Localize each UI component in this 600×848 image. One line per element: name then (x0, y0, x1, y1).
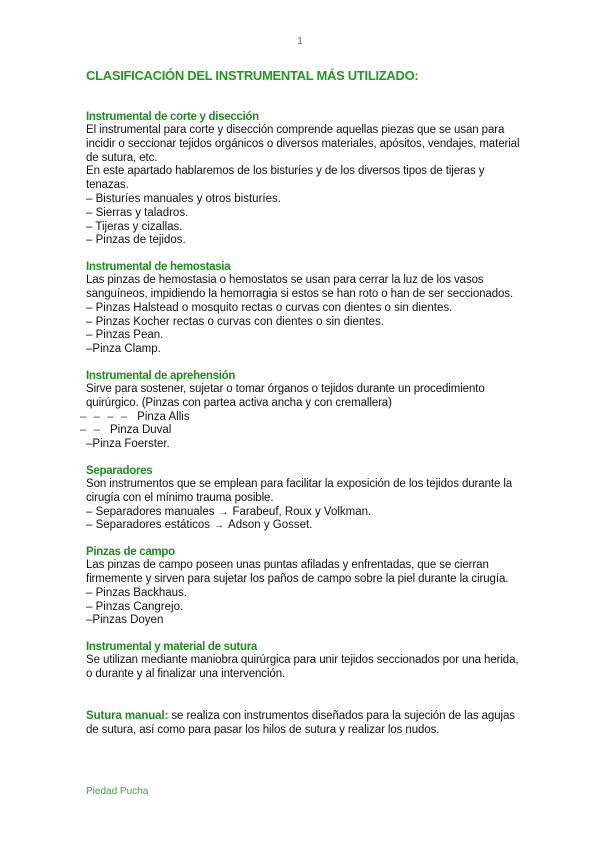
arrow-right-icon: → (214, 520, 225, 532)
list-item (80, 411, 526, 425)
section-paragraph: El instrumental para corte y disección comprende aquellas piezas que se usan para incidir o seccionar tejidos orgánicos o diversos materiales, apósitos, vendajes, material de sutura, etc. (86, 124, 520, 164)
section-heading: Instrumental de hemostasia (86, 261, 231, 274)
list-item: –Pinzas Doyen (86, 614, 164, 627)
arrow-right-icon: → (218, 506, 229, 518)
suture-manual-paragraph (86, 710, 526, 738)
list-item: – Pinzas de tejidos. (86, 234, 186, 247)
dash-prefix: – – (80, 424, 102, 437)
section-aprehension (80, 369, 526, 452)
section-hemostasia (86, 260, 526, 357)
page-number: 1 (297, 36, 303, 47)
section-paragraph: Las pinzas de campo poseen unas puntas afiladas y enfrentadas, que se cierran firmemente y sirven para sujetar los paños de campo sobre la piel durante la cirugía. (86, 559, 509, 585)
list-item: – Pinzas Halstead o mosquito rectas o curvas con dientes o sin dientes. (86, 301, 453, 314)
list-item: – Pinzas Backhaus. (86, 586, 188, 599)
list-item-text: Pinza Allis (137, 410, 190, 423)
document-title: CLASIFICACIÓN DEL INSTRUMENTAL MÁS UTILIZADO: (86, 68, 419, 83)
list-item (86, 506, 526, 520)
list-item (80, 424, 526, 438)
section-heading: Instrumental y material de sutura (86, 641, 257, 654)
list-item: – Bisturíes manuales y otros bisturíes. (86, 192, 281, 205)
list-item-target: Adson y Gosset. (228, 519, 313, 532)
dash-prefix: – – – – (80, 410, 130, 423)
section-paragraph: En este apartado hablaremos de los bisturíes y de los diversos tipos de tijeras y tenazas. (86, 165, 485, 192)
document-body (80, 68, 526, 737)
suture-manual-label: Sutura manual: (86, 709, 169, 722)
suture-manual-text: se realiza con instrumentos diseñados para la sujeción de las agujas de sutura, así como para pasar los hilos de sutura y realizar los nudos. (86, 709, 515, 736)
section-heading: Separadores (86, 464, 153, 477)
list-item: –Pinza Clamp. (86, 343, 161, 356)
section-pinzas-campo (86, 545, 526, 628)
list-item: –Pinza Foerster. (86, 438, 170, 451)
section-sutura (86, 640, 526, 682)
list-item: – Pinzas Kocher rectas o curvas con dientes o sin dientes. (86, 315, 384, 328)
list-item: – Pinzas Cangrejo. (86, 600, 184, 613)
list-item: – Pinzas Pean. (86, 329, 164, 342)
section-paragraph: Se utilizan mediante maniobra quirúrgica para unir tejidos seccionados por una herida, o durante y al finalizar una intervención. (86, 654, 519, 680)
section-separadores (86, 464, 526, 533)
list-item (86, 519, 526, 533)
list-item-text: Pinza Duval (110, 424, 172, 437)
section-paragraph: Sirve para sostener, sujetar o tomar órganos o tejidos durante un procedimiento quirúrgico. (Pinzas con partea activa ancha y con cremallera) (86, 382, 485, 409)
section-heading: Instrumental de aprehensión (86, 369, 236, 382)
list-item: – Sierras y taladros. (86, 206, 189, 219)
list-item: – Tijeras y cizallas. (86, 220, 183, 233)
section-paragraph: Las pinzas de hemostasia o hemostatos se usan para cerrar la luz de los vasos sanguíneos, impidiendo la hemorragia si estos se han roto o han de ser seccionados. (86, 274, 514, 300)
list-item-text: – Separadores estáticos (86, 519, 211, 532)
section-paragraph: Son instrumentos que se emplean para facilitar la exposición de los tejidos durante la cirugía con el mínimo trauma posible. (86, 477, 513, 504)
section-corte-diseccion (86, 110, 526, 248)
section-heading: Pinzas de campo (86, 546, 175, 559)
section-heading: Instrumental de corte y disección (86, 111, 259, 123)
list-item-target: Farabeuf, Roux y Volkman. (232, 505, 372, 518)
footer-author: Piedad Pucha (86, 786, 149, 797)
list-item-text: – Separadores manuales (86, 505, 215, 518)
